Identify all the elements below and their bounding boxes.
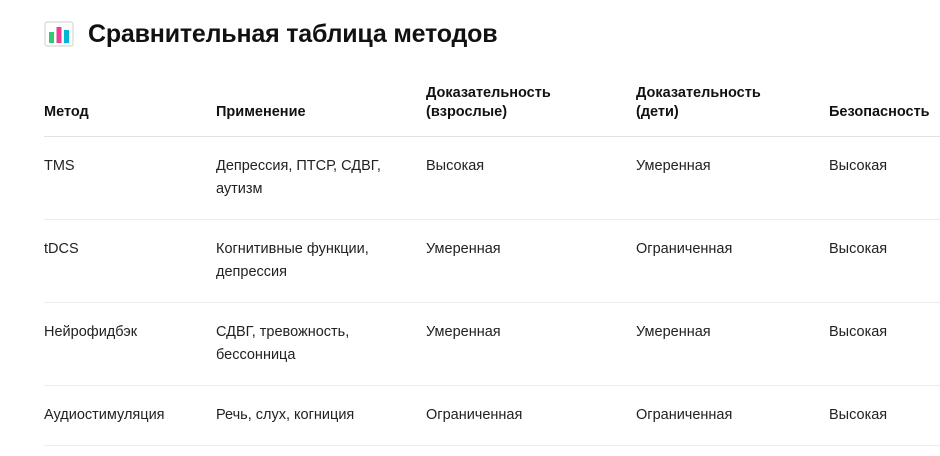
cell-evidence-adults: Ограниченная — [426, 386, 636, 446]
cell-evidence-children: Умеренная — [636, 303, 829, 386]
page-header — [0, 0, 940, 54]
table-row — [44, 137, 940, 220]
table-header-row — [44, 84, 940, 137]
cell-method: Аудиостимуляция — [44, 386, 216, 446]
cell-safety: Высокая — [829, 137, 940, 220]
cell-evidence-children: Ограниченная — [636, 220, 829, 303]
column-header-evidence-children-line1: Доказательность — [636, 85, 761, 101]
cell-safety: Высокая — [829, 386, 940, 446]
cell-method: Нейрофидбэк — [44, 303, 216, 386]
column-header-method — [44, 84, 216, 137]
cell-application: Депрессия, ПТСР, СДВГ, аутизм — [216, 137, 426, 220]
bar-chart-icon — [44, 19, 74, 49]
cell-evidence-adults: Умеренная — [426, 303, 636, 386]
cell-safety: Высокая — [829, 220, 940, 303]
column-header-safety — [829, 84, 940, 137]
page-title: Сравнительная таблица методов — [88, 20, 498, 48]
cell-method: TMS — [44, 137, 216, 220]
column-header-evidence-adults-line1: Доказательность — [426, 85, 551, 101]
comparison-table — [44, 84, 940, 446]
table-row — [44, 386, 940, 446]
table-row — [44, 303, 940, 386]
table-header — [44, 84, 940, 137]
cell-safety: Высокая — [829, 303, 940, 386]
column-header-evidence-adults — [426, 84, 636, 137]
column-header-application-line1: Применение — [216, 104, 306, 120]
column-header-evidence-children — [636, 84, 829, 137]
table-row — [44, 220, 940, 303]
column-header-evidence-children-line2: (дети) — [636, 104, 679, 120]
cell-application: СДВГ, тревожность, бессонница — [216, 303, 426, 386]
table-body — [44, 137, 940, 446]
cell-evidence-children: Ограниченная — [636, 386, 829, 446]
column-header-application — [216, 84, 426, 137]
cell-application: Когнитивные функции, депрессия — [216, 220, 426, 303]
cell-method: tDCS — [44, 220, 216, 303]
cell-evidence-children: Умеренная — [636, 137, 829, 220]
cell-evidence-adults: Умеренная — [426, 220, 636, 303]
comparison-table-container — [0, 54, 940, 446]
column-header-safety-line1: Безопасность — [829, 104, 930, 120]
cell-application: Речь, слух, когниция — [216, 386, 426, 446]
column-header-evidence-adults-line2: (взрослые) — [426, 104, 508, 120]
column-header-method-line1: Метод — [44, 104, 89, 120]
cell-evidence-adults: Высокая — [426, 137, 636, 220]
